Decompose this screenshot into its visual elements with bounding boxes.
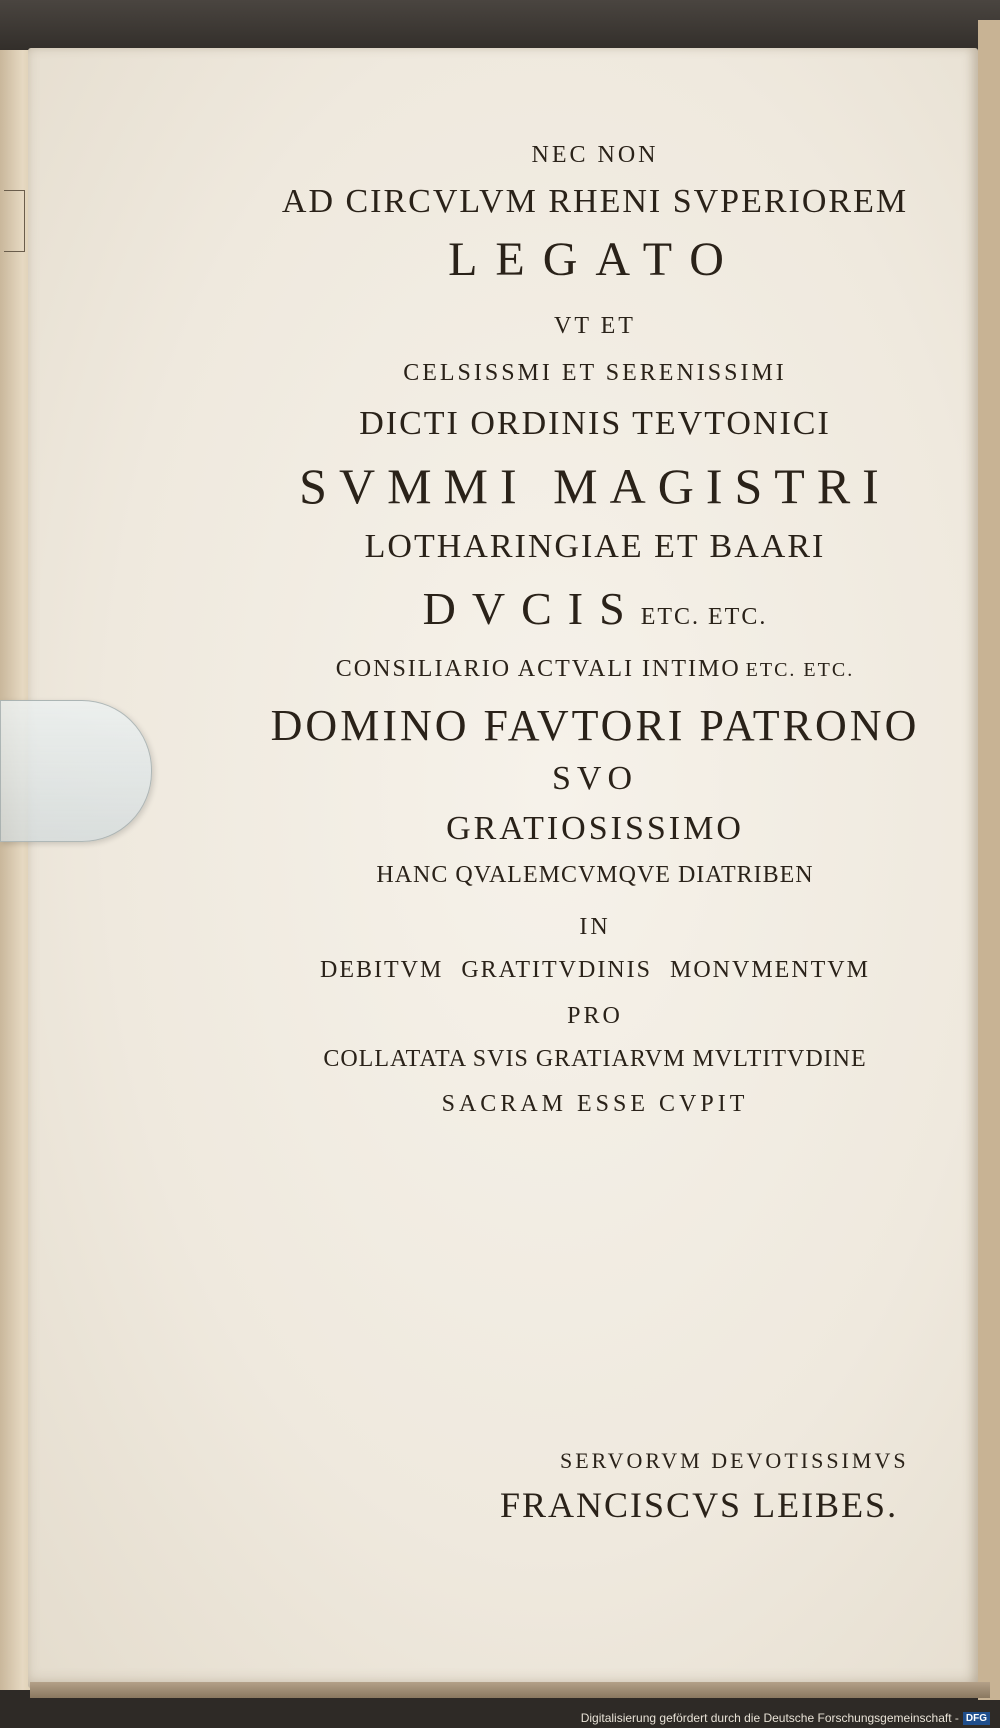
margin-mark <box>4 190 25 252</box>
line-debitum: DEBITVM GRATITVDINIS MONVMENTVM <box>320 957 870 983</box>
digitization-footer <box>581 1708 990 1728</box>
line-collatata: COLLATATA SVIS GRATIARVM MVLTITVDINE <box>323 1046 867 1072</box>
line-ad-circulum: AD CIRCVLVM RHENI SVPERIOREM <box>281 183 909 220</box>
line-ducis <box>200 582 990 635</box>
line-celsissmi: CELSISSMI ET SERENISSIMI <box>403 360 787 386</box>
consiliario-words: CONSILIARIO ACTVALI INTIMO <box>335 656 741 682</box>
line-domino-fautori: DOMINO FAVTORI PATRONO <box>270 701 920 750</box>
line-legato: LEGATO <box>448 233 742 286</box>
dfg-logo: DFG <box>963 1712 990 1725</box>
line-consiliario <box>200 656 990 683</box>
line-gratiosissimo: GRATIOSISSIMO <box>446 810 744 847</box>
line-summi-magistri: SVMMI MAGISTRI <box>299 458 891 514</box>
signature-name: FRANCISCVS LEIBES. <box>500 1485 899 1525</box>
line-vt-et: VT ET <box>554 313 636 339</box>
line-pro: PRO <box>567 1003 623 1029</box>
line-sacram: SACRAM ESSE CVPIT <box>441 1091 749 1117</box>
ducis-word: DVCIS <box>422 583 641 634</box>
line-suo: SVO <box>551 760 639 797</box>
line-nec-non: NEC NON <box>531 142 659 168</box>
line-dicti-ordinis: DICTI ORDINIS TEVTONICI <box>359 405 831 442</box>
line-lotharingiae: LOTHARINGIAE ET BAARI <box>364 528 826 565</box>
line-hanc-qualemcumque: HANC QVALEMCVMQVE DIATRIBEN <box>376 862 814 888</box>
plastic-page-clip <box>0 700 152 842</box>
bottom-page-edge <box>30 1682 990 1698</box>
signature-servorum: SERVORVM DEVOTISSIMVS <box>560 1448 909 1473</box>
consiliario-etc: ETC. ETC. <box>745 659 855 681</box>
ducis-etc: ETC. ETC. <box>640 604 768 630</box>
line-in: IN <box>579 914 611 940</box>
footer-credit: Digitalisierung gefördert durch die Deutsche Forschungsgemeinschaft - <box>580 1711 959 1725</box>
